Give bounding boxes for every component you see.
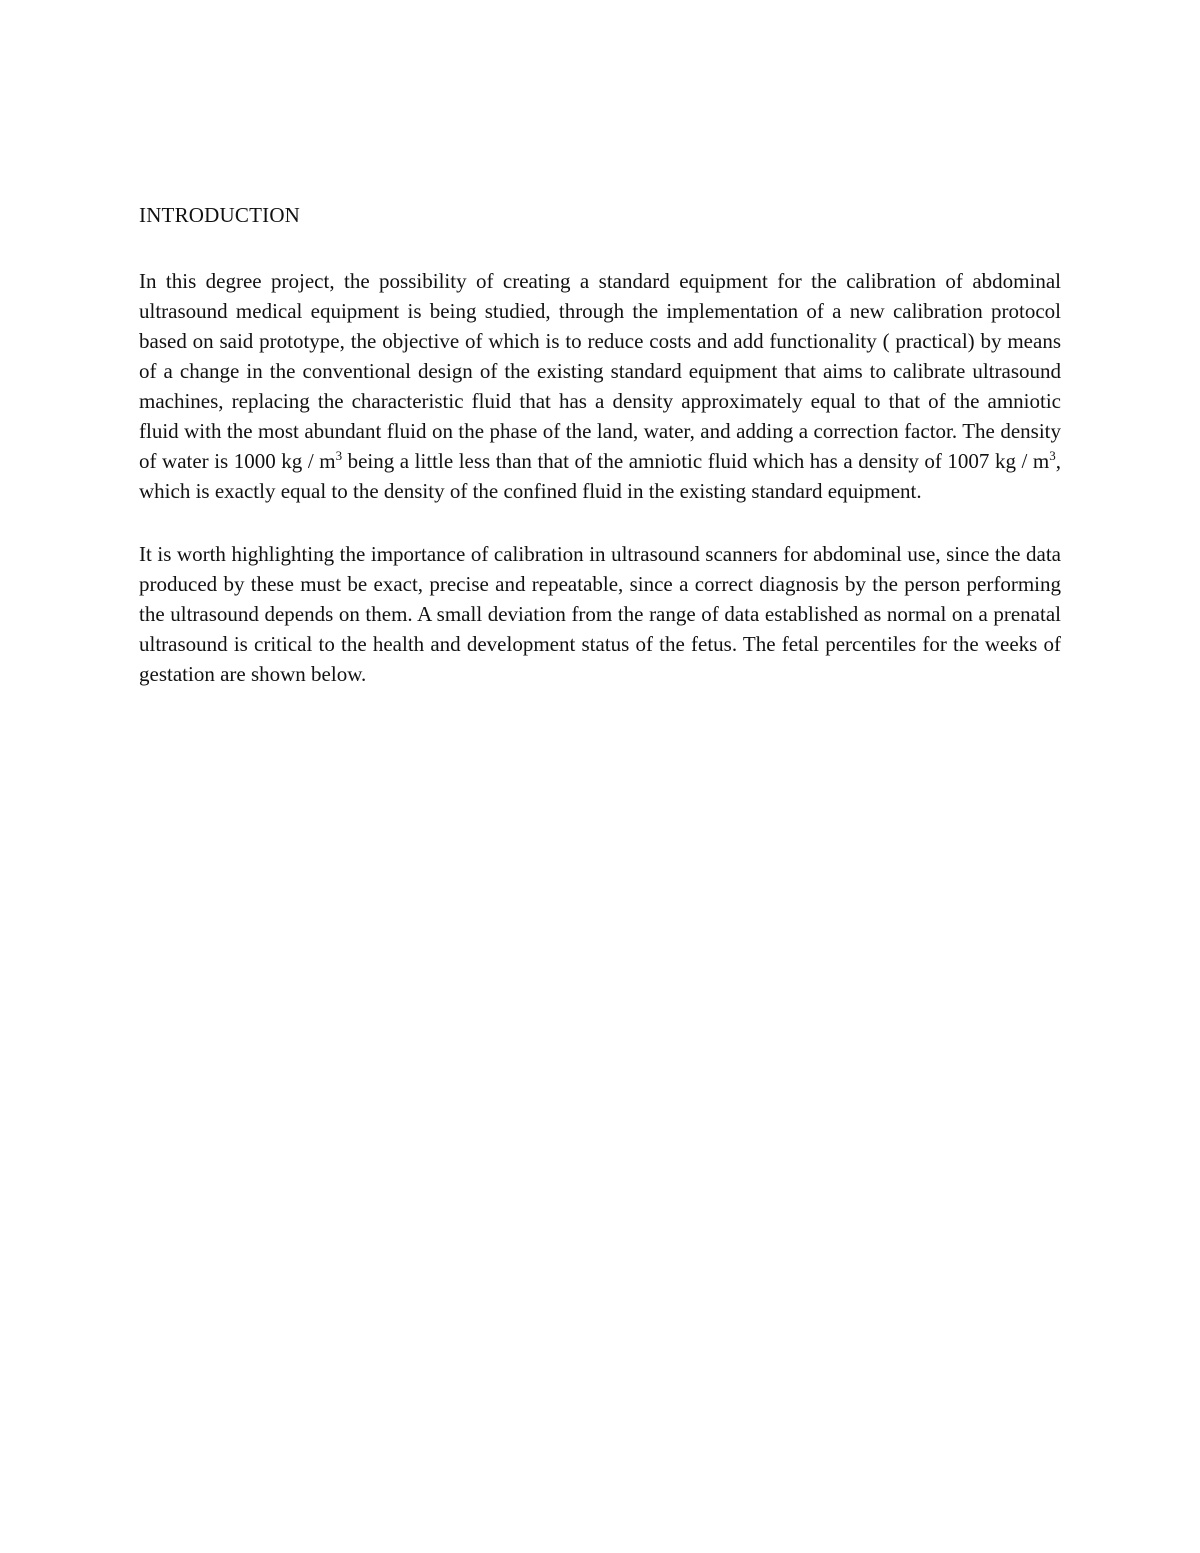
paragraph-1-text-b: being a little less than that of the amniotic fluid which has a density of 1007 kg / m — [342, 449, 1050, 473]
intro-paragraph-1 — [139, 266, 1061, 506]
superscript-cubed-2: 3 — [1049, 448, 1056, 463]
section-heading: INTRODUCTION — [139, 203, 301, 227]
paragraph-1-text-c: , which is exactly equal to the density of the confined fluid in the existing standard equipment. — [139, 449, 1061, 503]
superscript-cubed-1: 3 — [335, 448, 343, 463]
paragraph-1-text-a: In this degree project, the possibility of creating a standard equipment for the calibration of abdominal ultrasound medical equipment is being studied, through the implementation of a new calibration protocol based on said prototype, the objective of which is to reduce costs and add functionality ( practical) by means of a change in the conventional design of the existing standard equipment that aims to calibrate ultrasound machines, replacing the characteristic fluid that has a density approximately equal to that of the amniotic fluid with the most abundant fluid on the phase of the land, water, and adding a correction factor. The density of water is 1000 kg / m — [139, 269, 1061, 473]
intro-paragraph-2: It is worth highlighting the importance of calibration in ultrasound scanners for abdominal use, since the data produced by these must be exact, precise and repeatable, since a correct diagnosis by the person performing the ultrasound depends on them. A small deviation from the range of data established as normal on a prenatal ultrasound is critical to the health and development status of the fetus. The fetal percentiles for the weeks of gestation are shown below. — [139, 542, 1061, 686]
page-content — [139, 200, 1061, 689]
